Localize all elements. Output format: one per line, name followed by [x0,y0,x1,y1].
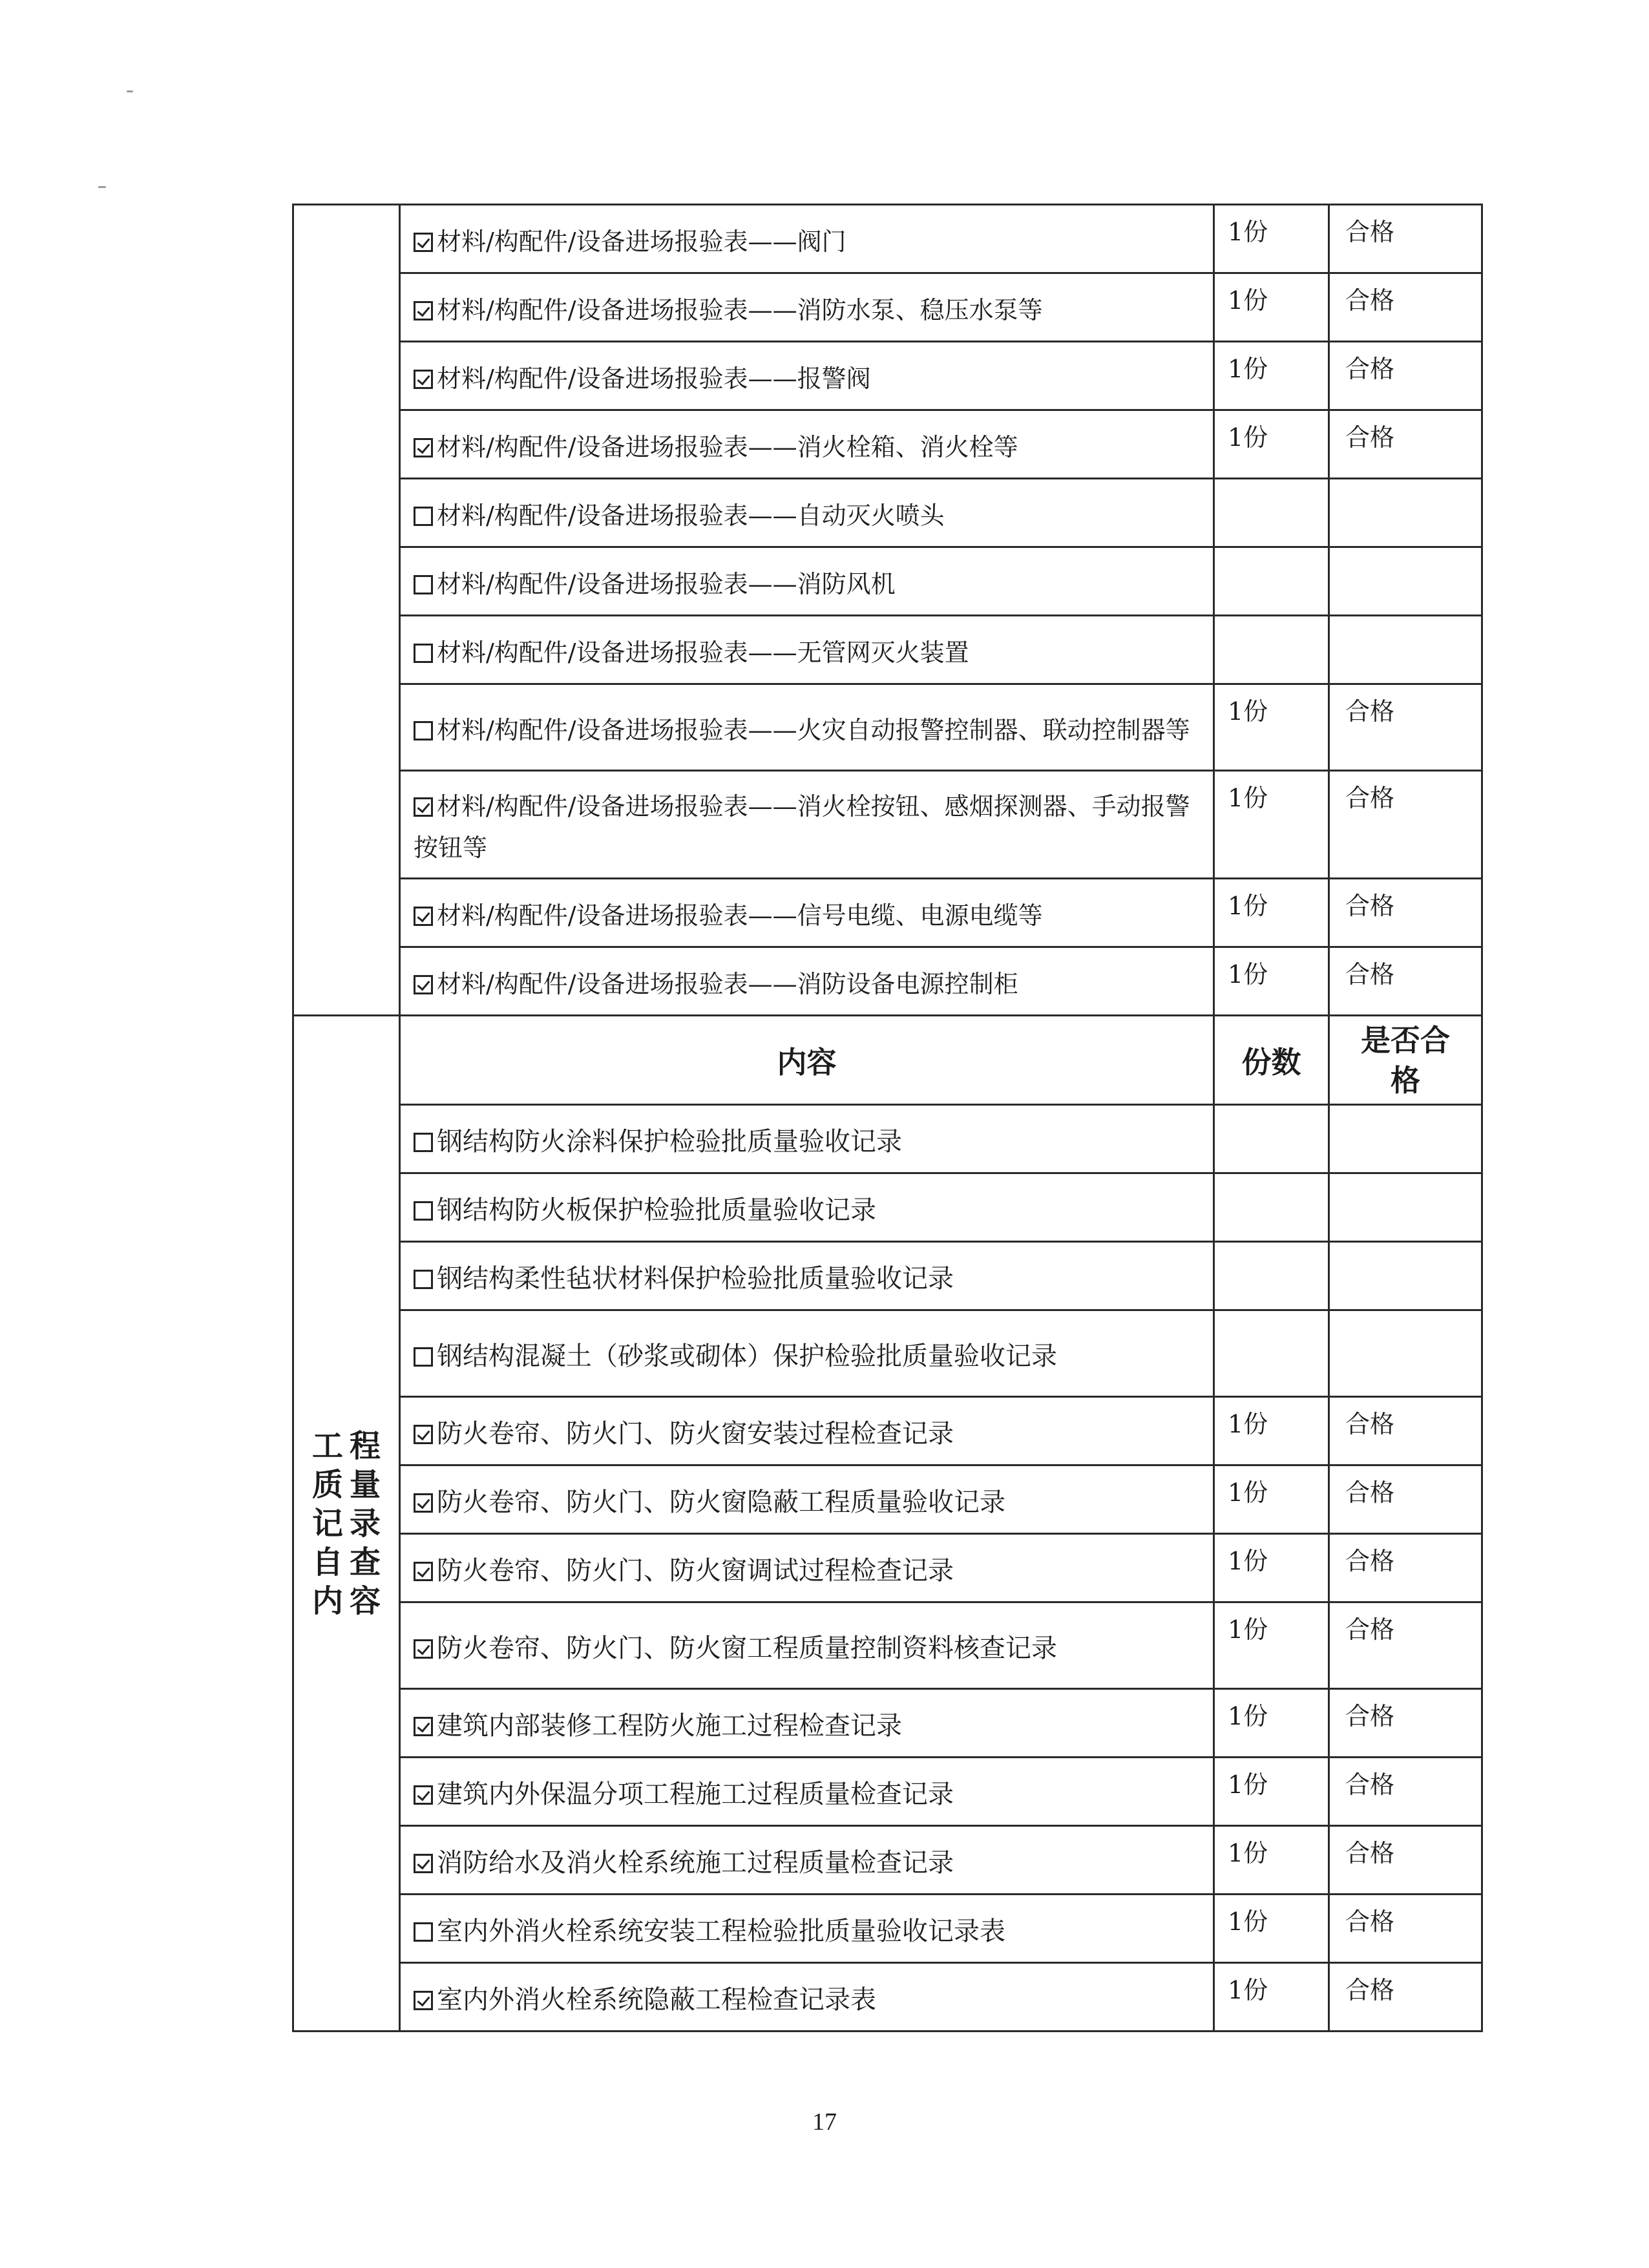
checkbox-checked-icon[interactable] [414,907,433,926]
row-count: 1份 [1214,1534,1329,1602]
row-content: 材料/构配件/设备进场报验表——火灾自动报警控制器、联动控制器等 [400,684,1214,771]
checkbox-unchecked-icon[interactable] [414,1922,433,1942]
table-row [293,684,1482,771]
row-count [1214,1173,1329,1242]
checkbox-checked-icon[interactable] [414,1991,433,2010]
row-pass: 合格 [1329,771,1482,879]
row-pass: 合格 [1329,410,1482,479]
checkbox-unchecked-icon[interactable] [414,575,433,594]
materials-side-cell [293,205,400,1016]
row-content: 钢结构防火板保护检验批质量验收记录 [400,1173,1214,1242]
table-row [293,1173,1482,1242]
row-count [1214,1105,1329,1173]
row-content: 材料/构配件/设备进场报验表——消防水泵、稳压水泵等 [400,273,1214,342]
table-row [293,547,1482,616]
row-content: 钢结构防火涂料保护检验批质量验收记录 [400,1105,1214,1173]
row-pass [1329,1173,1482,1242]
row-pass: 合格 [1329,684,1482,771]
quality-side-label: 工 程 质 量 记 录 自 查 内 容 [293,1016,400,2032]
checkbox-checked-icon[interactable] [414,1854,433,1873]
table-row [293,273,1482,342]
row-count [1214,1310,1329,1397]
table-row [293,771,1482,879]
checkbox-checked-icon[interactable] [414,1639,433,1659]
table-row [293,410,1482,479]
row-pass: 合格 [1329,205,1482,273]
row-pass: 合格 [1329,1534,1482,1602]
checkbox-unchecked-icon[interactable] [414,1347,433,1367]
row-content: 材料/构配件/设备进场报验表——消火栓箱、消火栓等 [400,410,1214,479]
row-count: 1份 [1214,1826,1329,1895]
table-row [293,947,1482,1016]
checkbox-unchecked-icon[interactable] [414,721,433,740]
row-content: 防火卷帘、防火门、防火窗隐蔽工程质量验收记录 [400,1465,1214,1534]
page-number: 17 [812,2108,837,2136]
row-content: 材料/构配件/设备进场报验表——消火栓按钮、感烟探测器、手动报警按钮等 [400,771,1214,879]
table-row [293,1465,1482,1534]
row-content: 钢结构柔性毡状材料保护检验批质量验收记录 [400,1242,1214,1310]
row-count: 1份 [1214,771,1329,879]
table-row [293,1242,1482,1310]
row-pass [1329,1310,1482,1397]
row-count: 1份 [1214,1963,1329,2032]
table-row [293,1963,1482,2032]
table-row [293,479,1482,547]
row-content: 室内外消火栓系统安装工程检验批质量验收记录表 [400,1895,1214,1963]
row-pass: 合格 [1329,342,1482,410]
table-row [293,1105,1482,1173]
row-pass: 合格 [1329,273,1482,342]
scan-artifact [127,90,133,92]
row-content: 材料/构配件/设备进场报验表——自动灭火喷头 [400,479,1214,547]
row-content: 材料/构配件/设备进场报验表——消防风机 [400,547,1214,616]
row-pass [1329,1242,1482,1310]
row-count: 1份 [1214,1602,1329,1689]
table-row [293,1602,1482,1689]
table-row [293,205,1482,273]
checkbox-checked-icon[interactable] [414,1785,433,1805]
row-content: 防火卷帘、防火门、防火窗调试过程检查记录 [400,1534,1214,1602]
row-content: 防火卷帘、防火门、防火窗安装过程检查记录 [400,1397,1214,1465]
row-pass: 合格 [1329,947,1482,1016]
row-count: 1份 [1214,1758,1329,1826]
row-content: 钢结构混凝土（砂浆或砌体）保护检验批质量验收记录 [400,1310,1214,1397]
row-count: 1份 [1214,947,1329,1016]
row-content: 室内外消火栓系统隐蔽工程检查记录表 [400,1963,1214,2032]
scan-artifact [98,186,106,188]
row-count [1214,1242,1329,1310]
row-pass: 合格 [1329,1689,1482,1758]
column-header-content: 内容 [400,1016,1214,1105]
checkbox-unchecked-icon[interactable] [414,1270,433,1289]
row-count: 1份 [1214,205,1329,273]
row-content: 建筑内外保温分项工程施工过程质量检查记录 [400,1758,1214,1826]
row-content: 建筑内部装修工程防火施工过程检查记录 [400,1689,1214,1758]
row-pass [1329,616,1482,684]
row-count [1214,616,1329,684]
row-count: 1份 [1214,1895,1329,1963]
table-row [293,1758,1482,1826]
checkbox-unchecked-icon[interactable] [414,507,433,526]
table-row [293,1826,1482,1895]
row-content: 材料/构配件/设备进场报验表——阀门 [400,205,1214,273]
checkbox-unchecked-icon[interactable] [414,644,433,663]
row-count: 1份 [1214,410,1329,479]
checkbox-checked-icon[interactable] [414,797,433,817]
table-row [293,1534,1482,1602]
column-header-count: 份数 [1214,1016,1329,1105]
row-count: 1份 [1214,1689,1329,1758]
table-row [293,1689,1482,1758]
row-pass: 合格 [1329,1602,1482,1689]
row-pass: 合格 [1329,879,1482,947]
table-header-row [293,1016,1482,1105]
row-pass: 合格 [1329,1826,1482,1895]
row-content: 材料/构配件/设备进场报验表——信号电缆、电源电缆等 [400,879,1214,947]
row-content: 消防给水及消火栓系统施工过程质量检查记录 [400,1826,1214,1895]
row-pass [1329,547,1482,616]
checkbox-unchecked-icon[interactable] [414,1201,433,1221]
row-pass: 合格 [1329,1397,1482,1465]
checkbox-checked-icon[interactable] [414,975,433,994]
row-count: 1份 [1214,1465,1329,1534]
row-count: 1份 [1214,879,1329,947]
row-pass: 合格 [1329,1758,1482,1826]
checkbox-checked-icon[interactable] [414,233,433,252]
row-pass: 合格 [1329,1895,1482,1963]
table-row [293,1310,1482,1397]
checkbox-checked-icon[interactable] [414,1493,433,1513]
row-pass [1329,1105,1482,1173]
row-content: 防火卷帘、防火门、防火窗工程质量控制资料核查记录 [400,1602,1214,1689]
row-content: 材料/构配件/设备进场报验表——消防设备电源控制柜 [400,947,1214,1016]
row-count: 1份 [1214,342,1329,410]
row-count: 1份 [1214,1397,1329,1465]
checkbox-checked-icon[interactable] [414,1717,433,1736]
table-row [293,879,1482,947]
row-pass: 合格 [1329,1465,1482,1534]
checkbox-checked-icon[interactable] [414,1425,433,1444]
row-count [1214,547,1329,616]
row-count: 1份 [1214,273,1329,342]
row-content: 材料/构配件/设备进场报验表——报警阀 [400,342,1214,410]
checkbox-checked-icon[interactable] [414,370,433,389]
row-content: 材料/构配件/设备进场报验表——无管网灭火装置 [400,616,1214,684]
inspection-form-table [292,204,1483,2032]
row-pass [1329,479,1482,547]
checkbox-unchecked-icon[interactable] [414,1133,433,1152]
checkbox-checked-icon[interactable] [414,301,433,320]
table-row [293,616,1482,684]
row-count: 1份 [1214,684,1329,771]
checkbox-checked-icon[interactable] [414,438,433,457]
column-header-pass: 是否合 格 [1329,1016,1482,1105]
row-count [1214,479,1329,547]
table-row [293,1895,1482,1963]
table-row [293,342,1482,410]
row-pass: 合格 [1329,1963,1482,2032]
table-row [293,1397,1482,1465]
checkbox-checked-icon[interactable] [414,1562,433,1581]
